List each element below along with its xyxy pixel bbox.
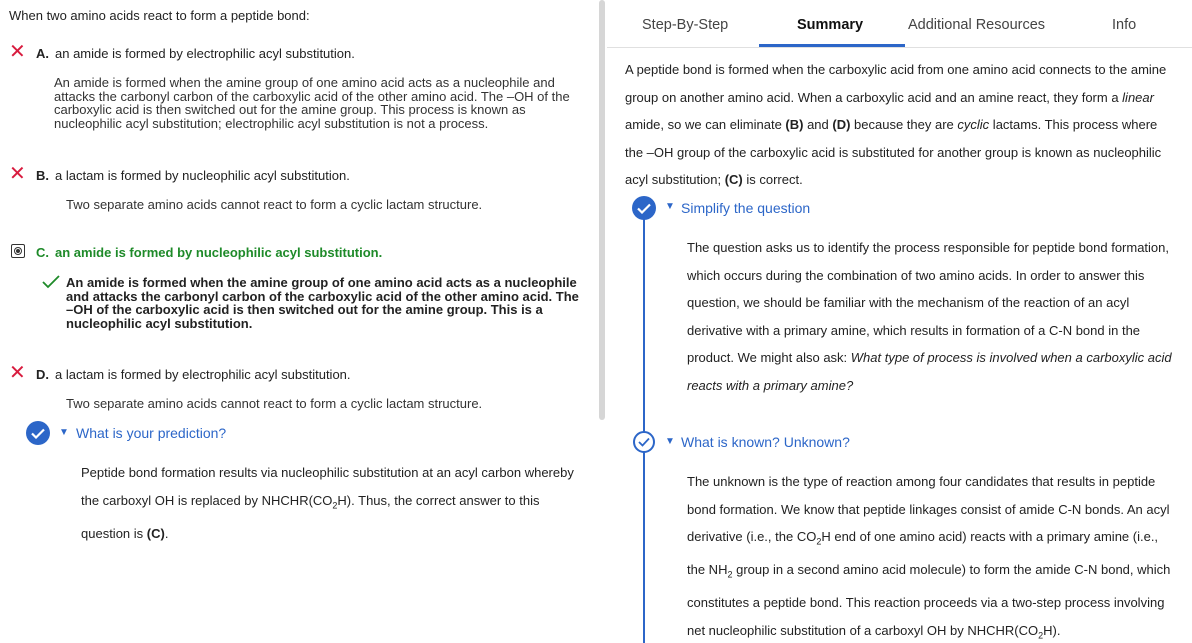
option-d[interactable]	[36, 367, 351, 382]
check-circle-icon	[26, 421, 50, 445]
explanation-line: and attacks the carbonyl carbon of the carboxylic acid of the other amino acid. The	[66, 288, 579, 304]
step-line: which occurs during the combination of two amino acids. In order to answer this	[687, 267, 1145, 283]
step-line: product. We might also ask: What type of process is involved when a carboxylic acid	[687, 350, 1172, 365]
solution-pane	[607, 0, 1192, 643]
explanation-line: attacks the carbonyl carbon of the carboxylic acid of the other amino acid. The –OH of the	[54, 88, 570, 104]
question-prompt: When two amino acids react to form a peptide bond:	[9, 8, 310, 23]
option-c[interactable]	[36, 245, 382, 260]
summary-line: acyl substitution; (C) is correct.	[625, 172, 803, 187]
tab-step-by-step[interactable]: Step-By-Step	[642, 17, 729, 33]
tab-divider	[607, 47, 1192, 48]
option-text: an amide is formed by nucleophilic acyl substitution.	[55, 245, 383, 260]
checkmark-icon	[42, 275, 60, 294]
incorrect-x-icon: ✕	[9, 161, 26, 185]
option-letter: D.	[36, 367, 49, 382]
tab-summary[interactable]: Summary	[797, 17, 864, 33]
step-line: The question asks us to identify the process responsible for peptide bond formation,	[687, 240, 1170, 255]
tab-info[interactable]: Info	[1112, 17, 1137, 33]
explanation-line: An amide is formed when the amine group of one amino acid acts as a nucleophile and	[54, 75, 555, 90]
step-line: the $NH_2$ group in a second amino acid molecule) to form the amide C-N bond, which	[687, 562, 1171, 580]
step-known-unknown-body	[687, 468, 1192, 643]
summary-line: the –OH group of the carboxylic acid is substituted for another group is known as nucleophilic	[625, 144, 1162, 160]
option-text: an amide is formed by electrophilic acyl substitution.	[55, 46, 355, 61]
step-line: reacts with a primary amine?	[687, 377, 854, 393]
option-b[interactable]	[36, 168, 350, 183]
summary-line: amide, so we can eliminate (B) and (D) because they are cyclic lactams. This process where	[625, 117, 1158, 132]
explanation-line: nucleophilic acyl substitution.	[66, 315, 253, 331]
step-line: constitutes a peptide bond. This reaction proceeds via a two-step process involving	[687, 595, 1165, 611]
summary-text	[625, 56, 1190, 194]
option-letter: A.	[36, 46, 49, 61]
explanation-line: carboxylic acid is then switched out for the amine group. This process is known as	[54, 102, 526, 118]
step-simplify-body	[687, 234, 1192, 399]
caret-down-icon[interactable]: ▼	[665, 436, 675, 447]
option-letter: C.	[36, 245, 49, 260]
option-a[interactable]	[36, 46, 355, 61]
radio-selected-icon[interactable]	[11, 244, 25, 258]
incorrect-x-icon: ✕	[9, 39, 26, 63]
step-line: derivative (i.e., the $CO_2H$ end of one amino acid) reacts with a primary amine (i.e.,	[687, 529, 1159, 547]
caret-down-icon[interactable]: ▼	[59, 427, 69, 438]
step-line: derivative with a primary amine, which results in formation of a C-N bond in the	[687, 322, 1141, 338]
prediction-line: the carboxyl OH is replaced by $NHCHR(CO_2H)$. Thus, the correct answer to this	[81, 492, 540, 511]
option-text: a lactam is formed by electrophilic acyl substitution.	[55, 367, 351, 382]
prediction-line: Peptide bond formation results via nucleophilic substitution at an acyl carbon whereby	[81, 465, 574, 480]
option-text: a lactam is formed by nucleophilic acyl substitution.	[55, 168, 350, 183]
tab-additional-resources[interactable]: Additional Resources	[908, 17, 1046, 33]
active-tab-indicator	[759, 44, 905, 47]
step-line: net nucleophilic substitution of a carboxyl OH by $NHCHR(CO_2H)$.	[687, 622, 1061, 641]
summary-line: A peptide bond is formed when the carboxylic acid from one amino acid connects to the amine	[625, 62, 1167, 77]
step-line: bond formation. We know that peptide linkages consist of amide C-N bonds. An acyl	[687, 501, 1170, 517]
explanation-line: –OH of the carboxylic acid is then switched out for the amine group. This is a	[66, 302, 543, 318]
step-line: question, we should be familiar with the mechanism of the reaction of an acyl	[687, 295, 1130, 310]
prediction-body	[81, 459, 600, 547]
summary-line: group on another amino acid. When a carboxylic acid and an amine react, they form a linear	[625, 89, 1154, 105]
prediction-line: question is (C).	[81, 525, 169, 541]
scrollbar-thumb[interactable]	[599, 0, 605, 420]
incorrect-x-icon: ✕	[9, 360, 26, 384]
step-timeline	[643, 212, 645, 643]
step-simplify-toggle[interactable]: Simplify the question	[681, 200, 811, 216]
option-letter: B.	[36, 168, 49, 183]
option-c-explanation	[66, 276, 579, 330]
explanation-line: An amide is formed when the amine group of one amino acid acts as a nucleophile	[66, 275, 577, 290]
option-b-explanation: Two separate amino acids cannot react to form a cyclic lactam structure.	[66, 197, 483, 212]
explanation-line: nucleophilic acyl substitution; electrophilic acyl substitution is not a process.	[54, 115, 489, 131]
option-d-explanation: Two separate amino acids cannot react to form a cyclic lactam structure.	[66, 396, 483, 411]
check-circle-icon	[633, 431, 655, 453]
prediction-toggle[interactable]: What is your prediction?	[76, 425, 227, 441]
step-line: The unknown is the type of reaction among four candidates that results in peptide	[687, 474, 1156, 489]
option-a-explanation	[54, 76, 570, 130]
step-known-unknown-toggle[interactable]: What is known? Unknown?	[681, 434, 850, 450]
caret-down-icon[interactable]: ▼	[665, 201, 675, 212]
check-circle-icon	[632, 196, 656, 220]
